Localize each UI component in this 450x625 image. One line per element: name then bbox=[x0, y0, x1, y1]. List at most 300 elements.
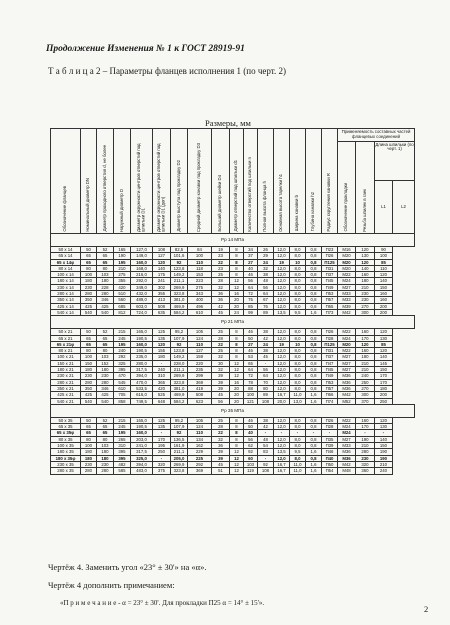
table-cell: 540 х 21 bbox=[51, 398, 81, 404]
table-cell: 210 bbox=[114, 265, 131, 271]
table-cell: 39 bbox=[212, 455, 230, 461]
table-cell: 160,0 bbox=[131, 259, 153, 265]
table-cell: 39 bbox=[212, 379, 230, 385]
table-cell: 65 bbox=[97, 259, 114, 265]
table-cell: 130 bbox=[356, 253, 375, 259]
table-cell: - bbox=[356, 430, 375, 436]
table-cell: 16,7 bbox=[274, 468, 290, 474]
table-cell: 350 х 21 bbox=[51, 385, 81, 391]
table-cell: 65 bbox=[81, 424, 97, 430]
table-cell: П26 bbox=[322, 253, 338, 259]
table-cell: 0,8 bbox=[306, 385, 322, 391]
table-cell: 210 bbox=[375, 461, 393, 467]
table-cell: 65 bbox=[81, 259, 97, 265]
table-cell: П57 bbox=[322, 297, 338, 303]
table-cell: 245 bbox=[114, 335, 131, 341]
table-cell: 12 bbox=[230, 284, 244, 290]
table-cell: 165,0 bbox=[131, 417, 153, 423]
table-cell: 13,5 bbox=[274, 309, 290, 315]
table-cell: 12,0 bbox=[274, 265, 290, 271]
table-cell: 12,0 bbox=[274, 348, 290, 354]
table-cell: 36 bbox=[212, 443, 230, 449]
table-cell: 100 bbox=[81, 272, 97, 278]
col-gasket: Обозначение прокладки bbox=[338, 141, 356, 233]
table-cell: - bbox=[290, 430, 306, 436]
table-cell: 12,0 bbox=[274, 436, 290, 442]
table-cell: 8 bbox=[230, 247, 244, 253]
table-cell: 95,2 bbox=[171, 329, 188, 335]
table-cell: 65 bbox=[97, 335, 114, 341]
table-cell: П50 bbox=[322, 461, 338, 467]
table-cell: 50 х 35 bbox=[51, 417, 81, 423]
table-cell: 160,0 bbox=[131, 430, 153, 436]
table-cell: 230 bbox=[81, 373, 97, 379]
table-cell: 95,2 bbox=[171, 417, 188, 423]
table-cell: 152 bbox=[97, 360, 114, 366]
table-cell: 80 bbox=[81, 265, 97, 271]
table-cell: П45 bbox=[322, 278, 338, 284]
table-cell: M22 bbox=[338, 417, 356, 423]
table-cell: M24 bbox=[338, 335, 356, 341]
table-cell: 37 bbox=[244, 253, 258, 259]
table-cell: 42 bbox=[258, 335, 274, 341]
table-cell: 0,8 bbox=[306, 354, 322, 360]
table-cell: M42 bbox=[338, 392, 356, 398]
table-cell: 0,8 bbox=[306, 424, 322, 430]
table-cell: 19 bbox=[274, 259, 290, 265]
table-cell: 45 bbox=[212, 461, 230, 467]
table-cell: 135 bbox=[153, 424, 171, 430]
table-cell: 394,0 bbox=[131, 373, 153, 379]
table-cell: 54 bbox=[258, 443, 274, 449]
table-cell: 100 bbox=[188, 253, 212, 259]
table-cell: 100 bbox=[244, 392, 258, 398]
table-cell: 635 bbox=[153, 309, 171, 315]
table-cell: 280 bbox=[97, 379, 114, 385]
table-cell: 48 bbox=[258, 436, 274, 442]
table-cell: 38 bbox=[258, 329, 274, 335]
table-cell: 28 bbox=[212, 424, 230, 430]
col-l2: L2 bbox=[393, 181, 415, 234]
table-cell: 320 bbox=[356, 461, 375, 467]
table-cell: - bbox=[306, 430, 322, 436]
table-cell: 8 bbox=[230, 436, 244, 442]
table-cell: 11,0 bbox=[290, 468, 306, 474]
table-cell: 250 bbox=[375, 398, 393, 404]
table-cell: - bbox=[153, 455, 171, 461]
note-drawing-addition: Чертёж 4 дополнить примечанием: bbox=[48, 580, 175, 590]
table-cell: 210 bbox=[356, 360, 375, 366]
table-cell: 265 bbox=[114, 436, 131, 442]
table-cell: 508 bbox=[188, 392, 212, 398]
table-cell: 110 bbox=[375, 265, 393, 271]
table-cell: П73 bbox=[322, 309, 338, 315]
table-cell: 27 bbox=[244, 341, 258, 347]
table-cell: 11,0 bbox=[290, 392, 306, 398]
table-cell: 200 bbox=[375, 303, 393, 309]
table-cell: M36 bbox=[338, 373, 356, 379]
table-cell: 24 bbox=[258, 259, 274, 265]
table-cell: 150 х 21 bbox=[51, 360, 81, 366]
table-cell: 425 х 21 bbox=[51, 392, 81, 398]
table-cell: 724,0 bbox=[131, 309, 153, 315]
table-cell: 100 bbox=[375, 253, 393, 259]
table-cell: 136,5 bbox=[171, 436, 188, 442]
table-cell: 8,0 bbox=[290, 291, 306, 297]
table-cell: M22 bbox=[338, 348, 356, 354]
table-cell: M24 bbox=[338, 424, 356, 430]
table-cell: 100 х 35 bbox=[51, 443, 81, 449]
table-cell: 0,8 bbox=[306, 341, 322, 347]
table-cell: 149,2 bbox=[171, 354, 188, 360]
table-cell: 320 bbox=[153, 461, 171, 467]
table-cell: 310 bbox=[114, 443, 131, 449]
table-cell: 150 bbox=[81, 360, 97, 366]
table-cell: 470 bbox=[114, 373, 131, 379]
table-cell: 124 bbox=[188, 424, 212, 430]
table-cell: 50 х 14 bbox=[51, 247, 81, 253]
table-cell: 180 х 35 bbox=[51, 449, 81, 455]
table-cell: 343 bbox=[188, 291, 212, 297]
table-cell: 365 bbox=[153, 379, 171, 385]
table-cell: 425 bbox=[97, 303, 114, 309]
table-cell: 413 bbox=[153, 297, 171, 303]
table-cell: 370 bbox=[356, 398, 375, 404]
col-hole-diameter: Диаметр отверстий под шпильки d1 bbox=[230, 129, 244, 234]
table-cell: 210 bbox=[356, 443, 375, 449]
table-cell: 175 bbox=[153, 272, 171, 278]
table-cell: 375 bbox=[153, 468, 171, 474]
table-cell: 400 bbox=[188, 297, 212, 303]
table-cell: П49 bbox=[322, 373, 338, 379]
table-cell: 120 bbox=[375, 272, 393, 278]
table-cell: 1,6 bbox=[306, 449, 322, 455]
table-cell: M36 bbox=[338, 449, 356, 455]
table-cell: 355 bbox=[114, 278, 131, 284]
table-cell: 56 bbox=[258, 284, 274, 290]
table-cell: 195 bbox=[114, 259, 131, 265]
section-label-21: Pр 21 МПа bbox=[51, 316, 415, 329]
units-label: Размеры, мм bbox=[205, 118, 251, 128]
table-cell: 211,1 bbox=[171, 278, 188, 284]
table-cell: 245 bbox=[114, 424, 131, 430]
table-cell: 280 bbox=[81, 291, 97, 297]
table-cell: 45 bbox=[258, 354, 274, 360]
table-caption: Т а б л и ц а 2 – Параметры фланцев исполнения 1 (по черт. 2) bbox=[48, 66, 286, 76]
table-cell: 65 х 14 bbox=[51, 253, 81, 259]
table-cell: 0,8 bbox=[306, 253, 322, 259]
table-cell: 610 bbox=[114, 385, 131, 391]
page-number: 2 bbox=[424, 604, 429, 614]
table-cell: 46 bbox=[244, 272, 258, 278]
table-cell: 48 bbox=[258, 278, 274, 284]
table-cell: 46 bbox=[244, 417, 258, 423]
table-cell: 9,5 bbox=[290, 449, 306, 455]
table-cell: 135 bbox=[153, 335, 171, 341]
table-cell: 140 bbox=[375, 436, 393, 442]
table-cell: 64 bbox=[244, 284, 258, 290]
table-cell: 12 bbox=[230, 461, 244, 467]
table-cell: П65 bbox=[322, 303, 338, 309]
table-cell: 8,0 bbox=[290, 385, 306, 391]
table-cell: 56 bbox=[258, 367, 274, 373]
table-cell: 38 bbox=[258, 272, 274, 278]
table-cell: 12,0 bbox=[274, 247, 290, 253]
table-cell: 120 bbox=[153, 259, 171, 265]
table-cell: M20 bbox=[338, 265, 356, 271]
table-cell: 533,5 bbox=[131, 385, 153, 391]
table-cell: M20 bbox=[338, 341, 356, 347]
table-cell: 349,0 bbox=[131, 284, 153, 290]
table-cell: 483,0 bbox=[131, 468, 153, 474]
table-cell: M27 bbox=[338, 284, 356, 290]
table-cell: 38 bbox=[258, 348, 274, 354]
table-cell: 210 bbox=[356, 367, 375, 373]
table-cell: 203,0 bbox=[131, 436, 153, 442]
table-cell: 195 bbox=[114, 341, 131, 347]
table-cell: 180 х 21 bbox=[51, 367, 81, 373]
table-cell: 8,0 bbox=[290, 247, 306, 253]
table-cell: 180 bbox=[97, 278, 114, 284]
table-cell: 20,0 bbox=[274, 398, 290, 404]
table-cell: 72 bbox=[244, 291, 258, 297]
table-cell: 52 bbox=[97, 329, 114, 335]
table-cell: 170 bbox=[153, 436, 171, 442]
table-cell: 88 bbox=[244, 385, 258, 391]
table-row bbox=[51, 468, 415, 474]
table-cell: 80 bbox=[258, 385, 274, 391]
table-cell: 8 bbox=[230, 443, 244, 449]
table-cell: 64 bbox=[244, 367, 258, 373]
table-cell: 65 bbox=[97, 253, 114, 259]
table-cell: 280 х 21 bbox=[51, 379, 81, 385]
table-cell: 180 bbox=[97, 449, 114, 455]
table-cell: 160 bbox=[356, 272, 375, 278]
table-cell: 108 bbox=[153, 247, 171, 253]
table-cell: 26 bbox=[258, 247, 274, 253]
table-cell: 12,0 bbox=[274, 373, 290, 379]
table-cell: 8,0 bbox=[290, 367, 306, 373]
table-cell: 90 bbox=[375, 247, 393, 253]
table-cell: 12,0 bbox=[274, 417, 290, 423]
table-cell: 180 х 35φ bbox=[51, 455, 81, 461]
table-cell: 858 bbox=[114, 398, 131, 404]
table-cell: 56 bbox=[212, 398, 230, 404]
table-cell: 8 bbox=[230, 424, 244, 430]
table-cell: 180 bbox=[81, 278, 97, 284]
table-cell: 82,5 bbox=[171, 247, 188, 253]
table-cell: 230 bbox=[81, 284, 97, 290]
table-cell: 8,0 bbox=[290, 455, 306, 461]
table-cell: 25 bbox=[212, 348, 230, 354]
table-cell: 648 bbox=[153, 398, 171, 404]
table-cell: 584,2 bbox=[171, 398, 188, 404]
table-cell: 425 х 14 bbox=[51, 303, 81, 309]
table-cell: 381,0 bbox=[171, 385, 188, 391]
table-cell: 180 bbox=[97, 455, 114, 461]
table-cell: 0,8 bbox=[306, 417, 322, 423]
table-cell: 52 bbox=[97, 247, 114, 253]
table-cell: 120 bbox=[356, 341, 375, 347]
table-cell: 230 bbox=[356, 455, 375, 461]
table-cell: 110 bbox=[188, 341, 212, 347]
table-cell: - bbox=[258, 360, 274, 366]
table-cell: 123,8 bbox=[171, 348, 188, 354]
table-cell: 540 bbox=[81, 398, 97, 404]
table-cell: 235 bbox=[188, 367, 212, 373]
table-cell: 101,6 bbox=[171, 253, 188, 259]
table-cell: 160 bbox=[356, 329, 375, 335]
table-cell: 302 bbox=[153, 284, 171, 290]
table-cell: 8 bbox=[230, 354, 244, 360]
table-cell: 159 bbox=[188, 354, 212, 360]
table-cell: 29 bbox=[258, 253, 274, 259]
table-cell: 0,8 bbox=[306, 297, 322, 303]
table-cell: 20 bbox=[230, 398, 244, 404]
table-cell: 105 bbox=[188, 329, 212, 335]
table-cell: 120 bbox=[153, 341, 171, 347]
table-cell: 140 bbox=[356, 265, 375, 271]
table-cell: 65 bbox=[97, 341, 114, 347]
table-cell: 395 bbox=[114, 367, 131, 373]
table-cell: 12,0 bbox=[274, 360, 290, 366]
table-cell: 130 bbox=[375, 424, 393, 430]
table-cell: 8,0 bbox=[290, 284, 306, 290]
table-cell: 317,5 bbox=[131, 367, 153, 373]
table-cell: 150 bbox=[375, 367, 393, 373]
table-cell: 72 bbox=[244, 373, 258, 379]
table-cell: П31 bbox=[322, 265, 338, 271]
table-cell: 127,0 bbox=[131, 247, 153, 253]
table-cell: 32 bbox=[212, 284, 230, 290]
table-cell: 39 bbox=[212, 373, 230, 379]
table-cell: 100 bbox=[81, 354, 97, 360]
table-cell: 32 bbox=[212, 367, 230, 373]
table-cell: 230 bbox=[97, 461, 114, 467]
table-cell: 350 bbox=[81, 297, 97, 303]
table-cell: 300 bbox=[356, 392, 375, 398]
table-cell: 508 bbox=[153, 303, 171, 309]
table-cell: 300 bbox=[356, 309, 375, 315]
table-cell: M36 bbox=[338, 379, 356, 385]
table-cell: 355 bbox=[153, 291, 171, 297]
table-cell: 190 bbox=[375, 455, 393, 461]
table-cell: 16,7 bbox=[274, 461, 290, 467]
table-cell: П28 bbox=[322, 424, 338, 430]
table-cell: 12,0 bbox=[274, 303, 290, 309]
table-cell: 16 bbox=[230, 291, 244, 297]
table-cell: 89 bbox=[258, 392, 274, 398]
table-cell: 39 bbox=[212, 449, 230, 455]
table-cell: 12,0 bbox=[274, 272, 290, 278]
table-cell: - bbox=[153, 360, 171, 366]
table-cell: 65 bbox=[97, 424, 114, 430]
table-cell: 190 bbox=[114, 253, 131, 259]
table-cell: 19 bbox=[212, 247, 230, 253]
pressure-21-section bbox=[51, 316, 415, 405]
table-cell: 83 bbox=[258, 449, 274, 455]
table-cell: 12,0 bbox=[274, 335, 290, 341]
table-cell: 105 bbox=[188, 417, 212, 423]
table-cell: П53 bbox=[322, 379, 338, 385]
table-cell: 10 bbox=[290, 341, 306, 347]
table-cell: 84 bbox=[188, 247, 212, 253]
table-cell: M27 bbox=[338, 360, 356, 366]
table-cell: 140 bbox=[153, 265, 171, 271]
table-cell: M36 bbox=[338, 385, 356, 391]
table-cell: 8,0 bbox=[290, 354, 306, 360]
table-cell: 211,1 bbox=[171, 367, 188, 373]
table-cell: 52 bbox=[97, 417, 114, 423]
table-cell: 0,8 bbox=[306, 284, 322, 290]
table-cell: M52 bbox=[338, 398, 356, 404]
table-cell: 280 х 35 bbox=[51, 468, 81, 474]
table-cell: M27 bbox=[338, 354, 356, 360]
table-cell: 215 bbox=[114, 329, 131, 335]
col-groove-radius: Радиус скругления канавки R bbox=[322, 129, 338, 234]
table-cell: 8 bbox=[230, 265, 244, 271]
table-cell: 12,0 bbox=[274, 253, 290, 259]
flange-parameters-table bbox=[50, 128, 415, 475]
table-cell: M27 bbox=[338, 436, 356, 442]
table-cell: 603,0 bbox=[131, 303, 153, 309]
table-cell: M39 bbox=[338, 303, 356, 309]
table-cell: 230 bbox=[356, 291, 375, 297]
table-cell: 180 bbox=[356, 354, 375, 360]
table-cell: 153 bbox=[188, 272, 212, 278]
table-cell: 46 bbox=[244, 329, 258, 335]
table-cell: 220 bbox=[188, 360, 212, 366]
table-cell: 1,6 bbox=[306, 461, 322, 467]
table-cell: 270 bbox=[356, 303, 375, 309]
table-cell: 75 bbox=[244, 297, 258, 303]
table-cell: 269,9 bbox=[171, 284, 188, 290]
table-cell: 525 bbox=[153, 392, 171, 398]
table-cell: 346 bbox=[97, 297, 114, 303]
table-cell: 323,8 bbox=[171, 379, 188, 385]
table-cell: 280 bbox=[97, 291, 114, 297]
table-cell: 496 bbox=[188, 303, 212, 309]
table-cell: 20 bbox=[230, 392, 244, 398]
table-cell: 325 bbox=[114, 360, 131, 366]
table-cell: 161,9 bbox=[171, 443, 188, 449]
table-cell: 195 bbox=[153, 443, 171, 449]
table-cell: 46 bbox=[244, 348, 258, 354]
note-remark: «П р и м е ч а н и е - α = 23° ± 30'. Для прокладки П25 α = 14° ± 15'». bbox=[60, 599, 265, 607]
table-cell: 12,0 bbox=[274, 379, 290, 385]
table-cell: M48 bbox=[338, 468, 356, 474]
table-cell: 0,8 bbox=[306, 436, 322, 442]
table-cell: 150 bbox=[375, 284, 393, 290]
table-cell: 8,0 bbox=[290, 436, 306, 442]
table-cell: 482 bbox=[114, 461, 131, 467]
table-cell: 120 bbox=[375, 329, 393, 335]
table-cell: 119 bbox=[244, 468, 258, 474]
table-cell: 395 bbox=[114, 455, 131, 461]
table-cell: 12,0 bbox=[274, 455, 290, 461]
table-cell: 240 bbox=[356, 373, 375, 379]
table-cell: 100 bbox=[81, 443, 97, 449]
table-cell: 395 bbox=[114, 449, 131, 455]
table-cell: 80 х 21 bbox=[51, 348, 81, 354]
table-cell: 160 bbox=[375, 291, 393, 297]
table-cell: 8,0 bbox=[290, 272, 306, 278]
table-cell: 280 bbox=[97, 468, 114, 474]
table-cell: П125 bbox=[322, 259, 338, 265]
table-cell: 92 bbox=[258, 461, 274, 467]
table-cell: 0,8 bbox=[306, 360, 322, 366]
table-cell: 24 bbox=[230, 309, 244, 315]
